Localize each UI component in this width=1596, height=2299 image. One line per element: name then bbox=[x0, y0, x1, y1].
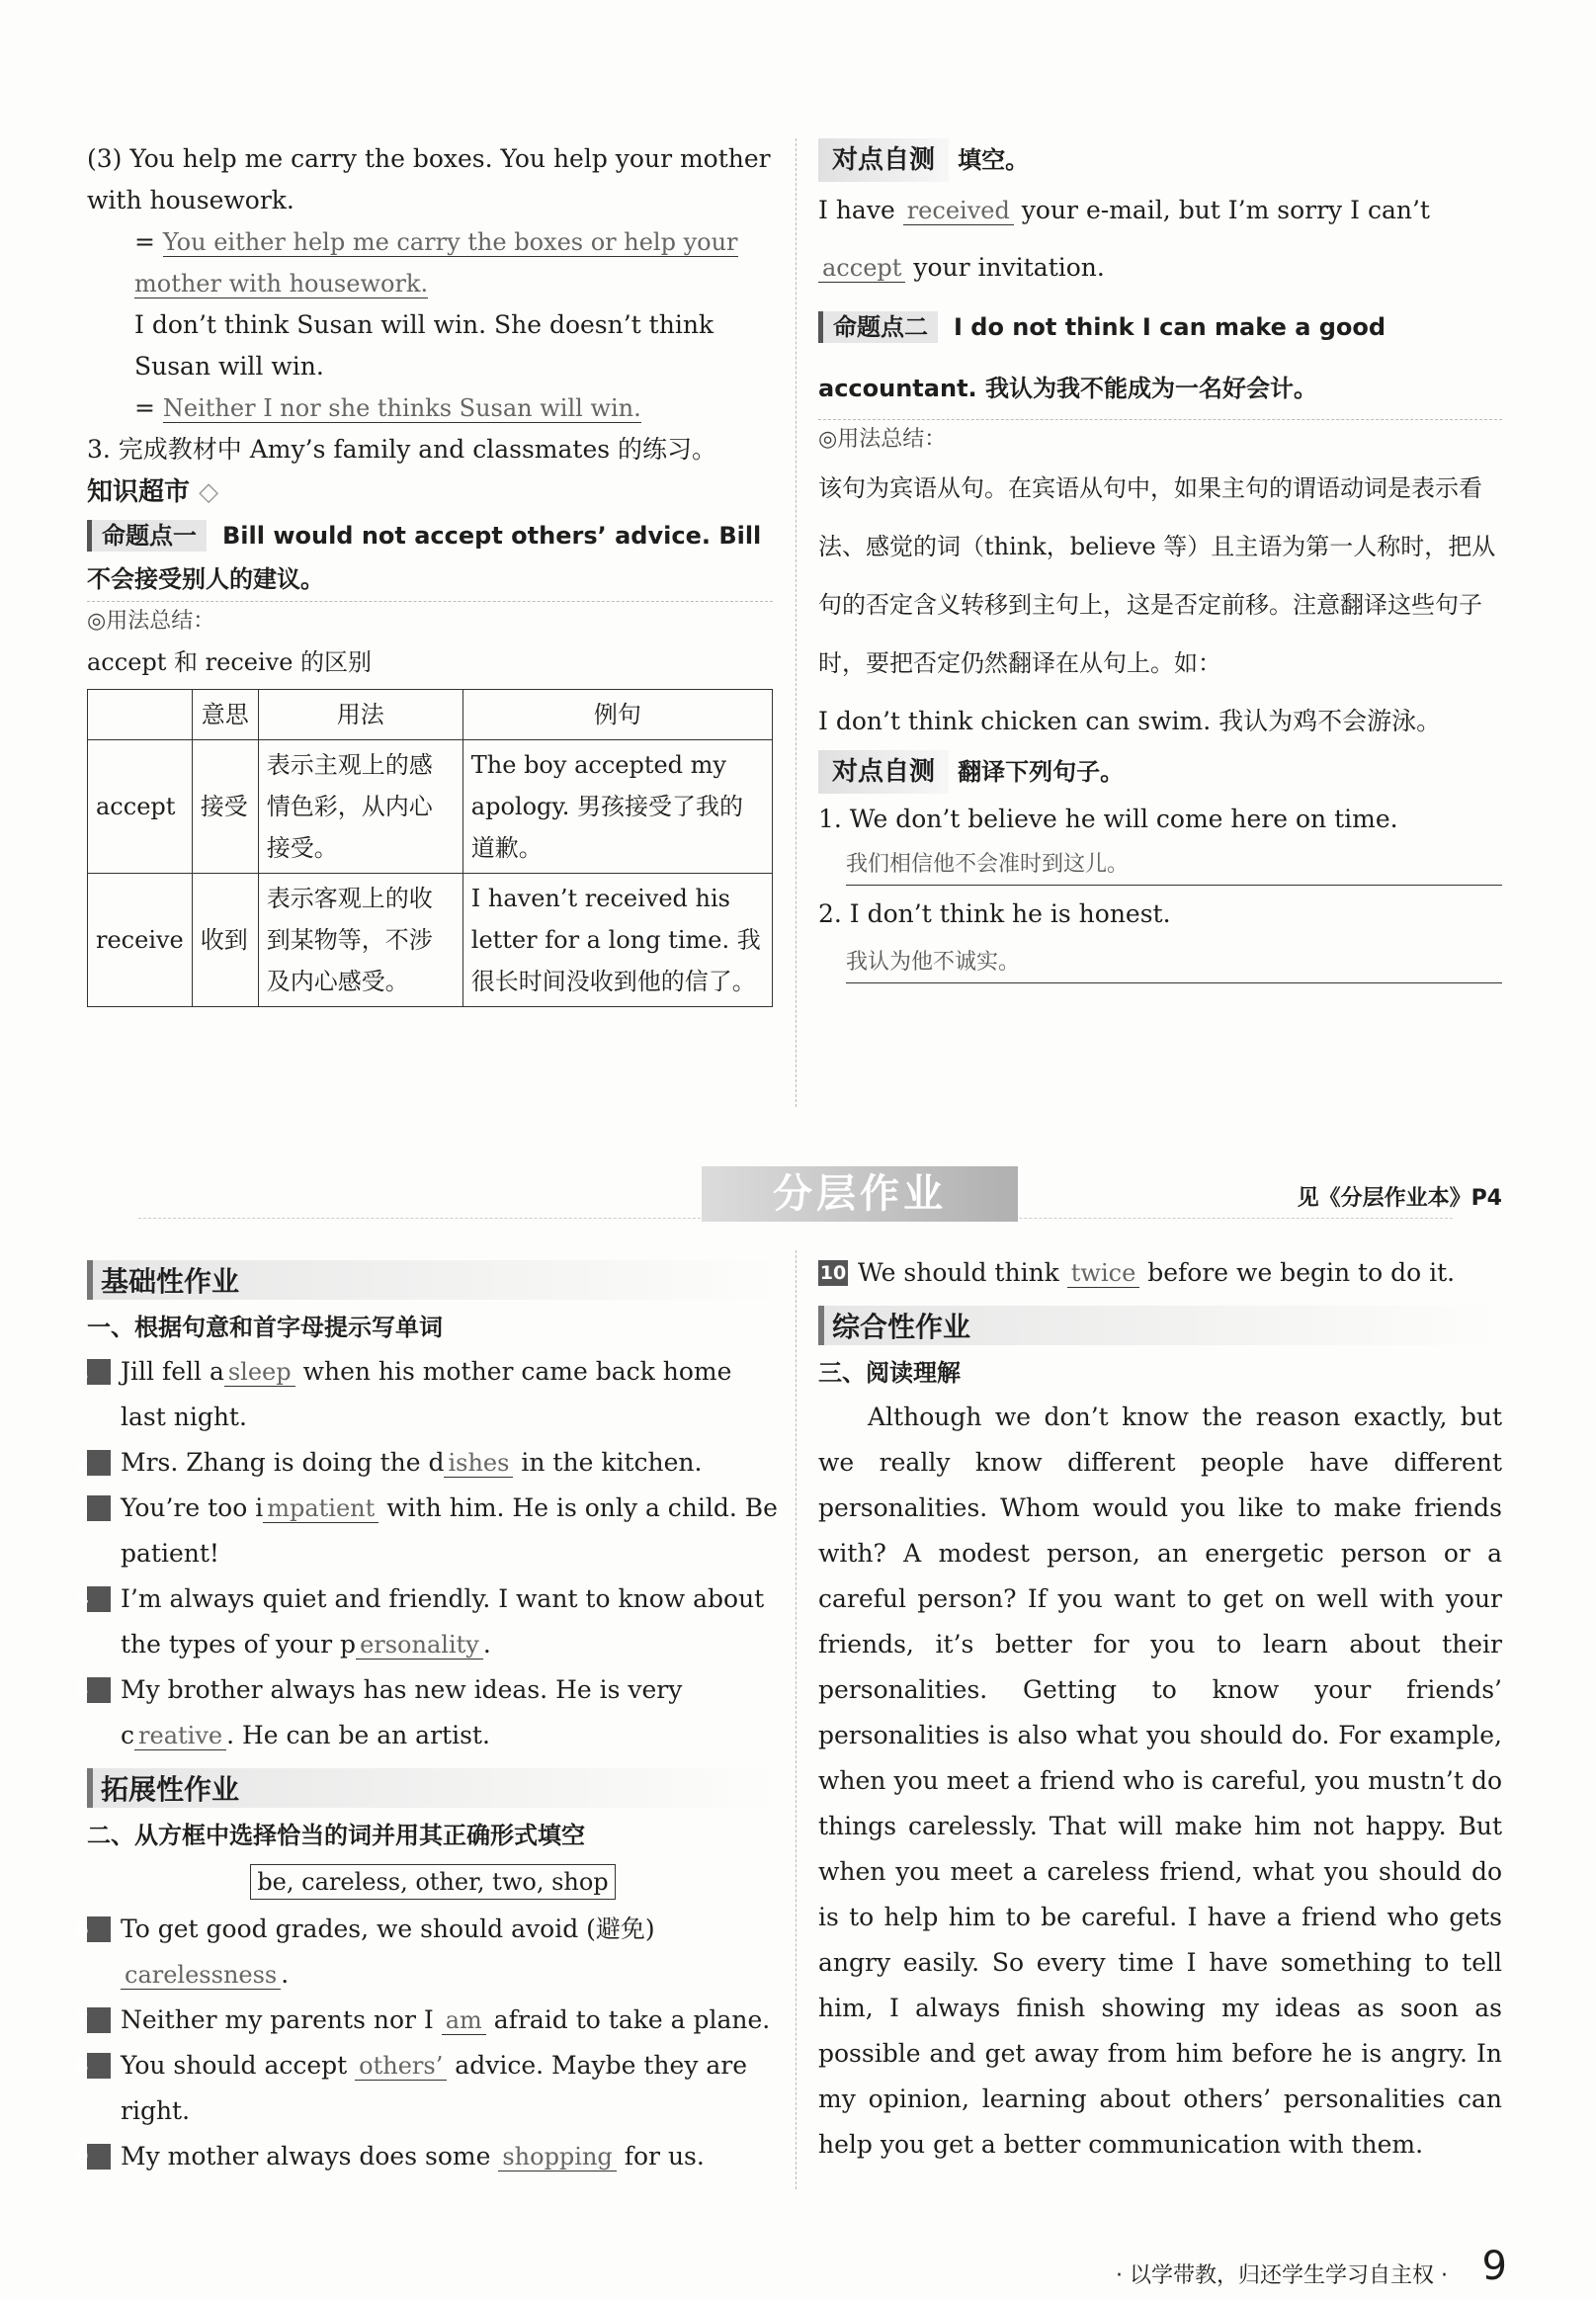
section-1-title: 一、根据句意和首字母提示写单词 bbox=[87, 1314, 443, 1341]
section-2-title: 二、从方框中选择恰当的词并用其正确形式填空 bbox=[87, 1822, 585, 1849]
exercise-3a-prompt: (3) You help me carry the boxes. You help your mother with housework. bbox=[87, 144, 771, 214]
table-header-row: 意思 用法 例句 bbox=[88, 690, 773, 740]
usage-summary-label: ◎用法总结： bbox=[87, 609, 215, 634]
fill-answer-1: received bbox=[903, 197, 1014, 225]
accept-receive-table bbox=[87, 689, 773, 1007]
translate-2-answer: 我认为他不诚实。 bbox=[846, 943, 1502, 983]
page-number: 9 bbox=[1481, 2244, 1507, 2289]
key-point-2-tag: 命题点二 bbox=[818, 311, 938, 343]
task-3: 3. 完成教材中 Amy’s family and classmates 的练习。 bbox=[87, 435, 717, 464]
exercise-3a-answer: You either help me carry the boxes or help your mother with housework. bbox=[134, 228, 738, 298]
table-row: accept 接受 表示主观上的感情色彩，从内心接受。 The boy accepted my apology. 男孩接受了我的道歉。 bbox=[88, 740, 773, 874]
column-divider-bottom bbox=[796, 1250, 797, 2189]
comparison-title: accept 和 receive 的区别 bbox=[87, 648, 373, 676]
key-point-1: 命题点一 Bill would not accept others’ advice. Bill 不会接受别人的建议。 bbox=[87, 514, 773, 602]
column-divider-top bbox=[796, 138, 797, 1107]
extended-homework-heading: 拓展性作业 bbox=[87, 1768, 779, 1808]
list-item: 5 My brother always has new ideas. He is very c reative . He can be an artist. bbox=[75, 1675, 683, 1749]
list-item: 9 My mother always does some shopping for us. bbox=[75, 2142, 705, 2171]
self-test-1-badge: 对点自测 bbox=[818, 138, 949, 182]
translate-1-answer-line bbox=[818, 845, 1502, 886]
translate-2-answer-line bbox=[818, 943, 1502, 983]
self-test-2-heading: 对点自测 翻译下列句子。 bbox=[818, 750, 1502, 794]
right-bottom-column bbox=[818, 1250, 1502, 2168]
word-box-line bbox=[87, 1857, 779, 1907]
list-item: 1 Jill fell a sleep when his mother came back home last night. bbox=[75, 1357, 732, 1431]
basic-homework-heading: 基础性作业 bbox=[87, 1260, 779, 1300]
list-item: 7 Neither my parents nor I am afraid to take a plane. bbox=[75, 2005, 771, 2034]
list-item: 2 Mrs. Zhang is doing the d ishes in the kitchen. bbox=[75, 1448, 703, 1477]
section-2-items bbox=[75, 1907, 779, 2179]
self-test-1-heading: 对点自测 填空。 bbox=[818, 138, 1502, 182]
translate-1: 1. We don’t believe he will come here on time. bbox=[818, 805, 1398, 833]
fill-sentence: I have received your e-mail, but I’m sorry I can’t accept your invitation. bbox=[818, 196, 1430, 282]
word-box: be, careless, other, two, shop bbox=[250, 1864, 615, 1900]
translate-1-answer: 我们相信他不会准时到这儿。 bbox=[846, 845, 1502, 886]
self-test-2-badge: 对点自测 bbox=[818, 750, 949, 794]
layered-homework-banner: 分层作业 bbox=[702, 1166, 1018, 1222]
exercise-3a-answer-line: = You either help me carry the boxes or help your mother with housework. bbox=[134, 227, 738, 298]
section-1-items bbox=[75, 1349, 779, 1758]
list-item: 10 We should think twice before we begin to do it. bbox=[819, 1258, 1456, 1287]
list-item: 4 I’m always quiet and friendly. I want to know about the types of your p ersonality . bbox=[75, 1584, 765, 1659]
reading-passage: Although we don’t know the reason exactly, but we really know different people have different personalities. Whom would you like to make friends with? A modest person, an energetic person or a careful person? If you want to get on well with your friends, it’s better for you to learn about their personalities. Getting to know your friends’ personalities is also what you should do. For example, when you meet a friend who is careful, you mustn’t do things carelessly. That will make him not happy. But when you meet a careless friend, what you should do is to help him to be careful. I have a friend who gets angry easily. So every time I have something to tell him, I always finish showing my ideas as soon as possible and get away from him before he is angry. In my opinion, learning about others’ personalities can help you get a better communication with them. bbox=[818, 1403, 1502, 2159]
left-bottom-column bbox=[75, 1250, 779, 2179]
footer-motto: · 以学带教，归还学生学习自主权 · bbox=[1116, 2263, 1448, 2288]
usage-example: I don’t think chicken can swim. 我认为鸡不会游泳。 bbox=[818, 707, 1442, 735]
fill-answer-2: accept bbox=[818, 254, 905, 283]
translate-2: 2. I don’t think he is honest. bbox=[818, 899, 1171, 928]
key-point-1-tag: 命题点一 bbox=[87, 520, 207, 552]
key-point-2: 命题点二 I do not think I can make a good accountant. 我认为我不能成为一名好会计。 bbox=[818, 297, 1502, 420]
list-item: 8 You should accept others’ advice. Maybe they are right. bbox=[75, 2051, 748, 2125]
section-3-title: 三、阅读理解 bbox=[818, 1359, 961, 1387]
usage-summary-label: ◎用法总结： bbox=[818, 427, 947, 452]
usage-text: 该句为宾语从句。在宾语从句中，如果主句的谓语动词是表示看法、感觉的词（think，believe 等）且主语为第一人称时，把从句的否定含义转移到主句上，这是否定前移。注意翻译这些句子时，要把否定仍然翻译在从句上。如： bbox=[818, 474, 1496, 677]
knowledge-market-heading: 知识超市 ◇ bbox=[87, 477, 219, 507]
right-top-column bbox=[818, 138, 1502, 983]
list-item: 6 To get good grades, we should avoid (避免) carelessness . bbox=[75, 1915, 655, 1989]
exercise-3b-prompt: I don’t think Susan will win. She doesn’t think Susan will win. bbox=[134, 310, 714, 381]
left-top-column bbox=[87, 138, 773, 1007]
comprehensive-homework-heading: 综合性作业 bbox=[818, 1306, 1502, 1345]
workbook-reference: 见《分层作业本》P4 bbox=[1297, 1186, 1502, 1211]
list-item: 3 You’re too i mpatient with him. He is only a child. Be patient! bbox=[75, 1493, 778, 1568]
exercise-3b-answer-line: = Neither I nor she thinks Susan will win. bbox=[134, 393, 641, 422]
exercise-3b-answer: Neither I nor she thinks Susan will win. bbox=[162, 394, 641, 422]
table-row: receive 收到 表示客观上的收到某物等，不涉及内心感受。 I haven’t received his letter for a long time. 我很长时间没收到他的信了。 bbox=[88, 874, 773, 1007]
